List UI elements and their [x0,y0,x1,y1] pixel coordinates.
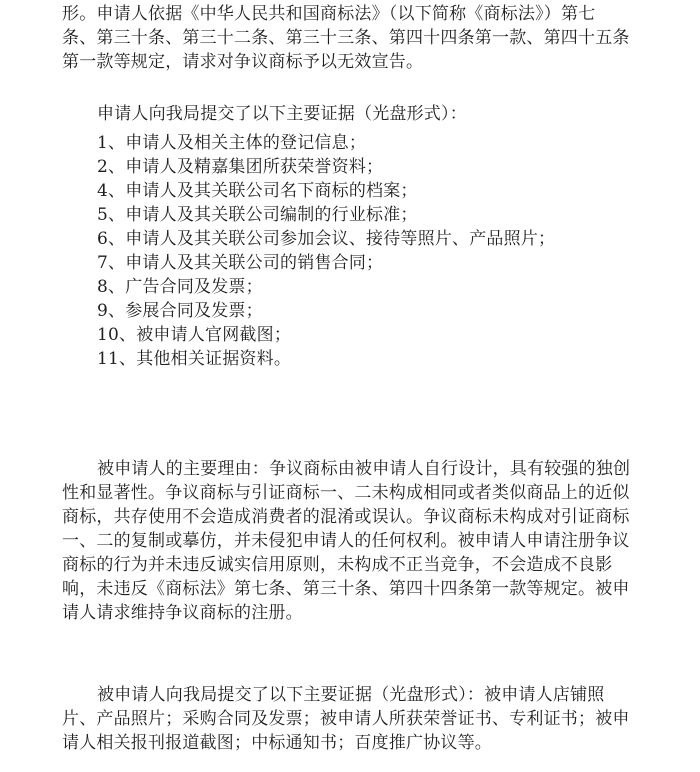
reasons-line-1: 被申请人的主要理由：争议商标由被申请人自行设计，具有较强的独创 [97,459,631,479]
evidence-item: 8、广告合同及发票； [97,277,263,297]
intro-paragraph [62,2,630,74]
reasons-line-7: 请人请求维持争议商标的注册。 [62,603,303,623]
reasons-line-2: 性和显著性。争议商标与引证商标一、二未构成相同或者类似商品上的近似 [62,483,630,503]
evidence-item: 2、申请人及精嘉集团所获荣誉资料； [97,157,384,177]
evidence-item: 6、申请人及其关联公司参加会议、接待等照片、产品照片； [97,229,556,249]
evidence-item: 11、其他相关证据资料。 [97,349,292,369]
respondent-evidence-line-3: 请人相关报刊报道截图；中标通知书；百度推广协议等。 [62,733,492,753]
intro-line-1: 形。申请人依据《中华人民共和国商标法》（以下简称《商标法》）第七 [62,4,596,24]
reasons-line-4: 一、二的复制或摹仿，并未侵犯申请人的任何权利。被申请人申请注册争议 [62,531,630,551]
evidence-item: 10、被申请人官网截图； [97,325,292,345]
respondent-evidence-line-1: 被申请人向我局提交了以下主要证据（光盘形式）：被申请人店铺照 [97,685,605,705]
evidence-item: 5、申请人及其关联公司编制的行业标准； [97,205,418,225]
evidence-item: 4、申请人及其关联公司名下商标的档案； [97,181,418,201]
reasons-line-6: 响，未违反《商标法》第七条、第三十条、第四十四条第一款等规定。被申 [62,579,630,599]
applicant-evidence-list [97,131,555,371]
reasons-line-3: 商标，共存使用不会造成消费者的混淆或误认。争议商标未构成对引证商标 [62,507,630,527]
intro-line-2: 条、第三十条、第三十二条、第三十三条、第四十四条第一款、第四十五条 [62,28,630,48]
evidence-item: 1、申请人及相关主体的登记信息； [97,133,367,153]
respondent-evidence-paragraph [62,683,630,755]
intro-line-3: 第一款等规定，请求对争议商标予以无效宣告。 [62,52,424,72]
respondent-evidence-line-2: 片、产品照片；采购合同及发票；被申请人所获荣誉证书、专利证书；被申 [62,709,630,729]
evidence-item: 9、参展合同及发票； [97,301,263,321]
applicant-evidence-heading: 申请人向我局提交了以下主要证据（光盘形式）： [97,104,467,124]
respondent-reasons-paragraph [62,457,630,625]
evidence-item: 7、申请人及其关联公司的销售合同； [97,253,384,273]
reasons-line-5: 商标的行为并未违反诚实信用原则，未构成不正当竞争，不会造成不良影 [62,555,613,575]
